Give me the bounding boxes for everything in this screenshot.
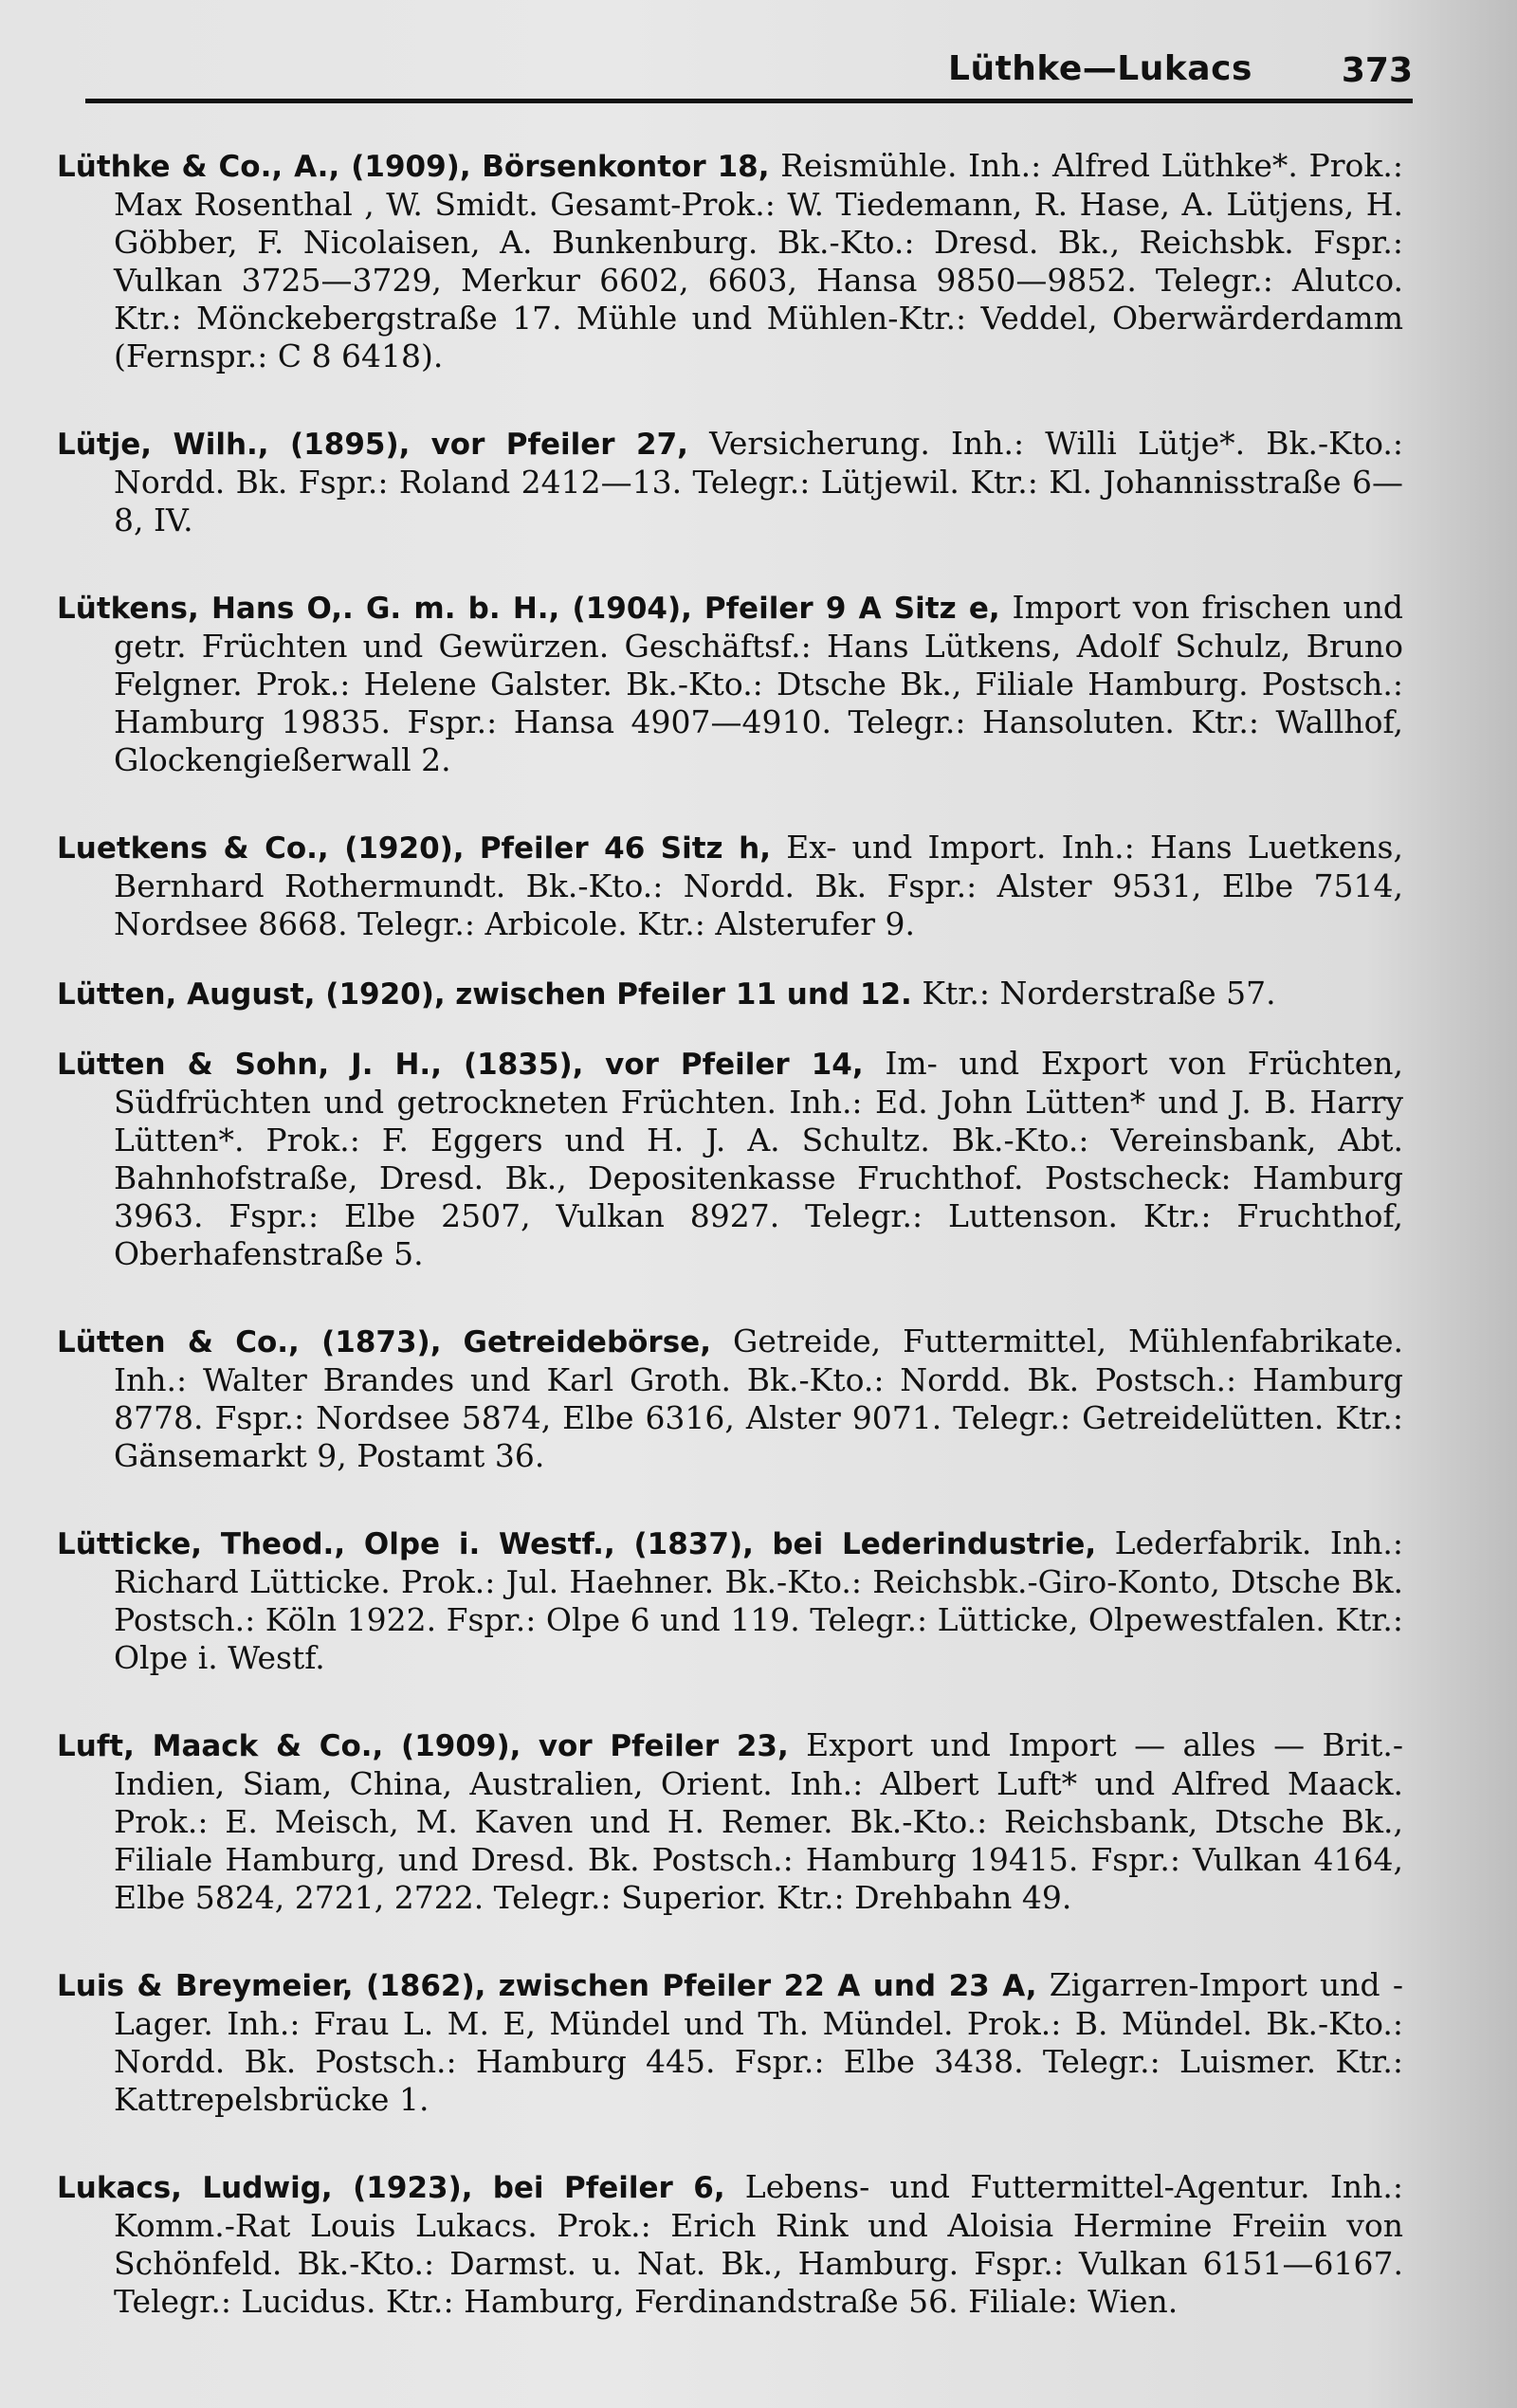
directory-entry xyxy=(57,147,1403,375)
entry-name: Lütticke, Theod., Olpe i. Westf., (1837), xyxy=(57,1527,754,1561)
directory-entry xyxy=(57,1323,1403,1475)
directory-entry xyxy=(57,975,1403,1013)
directory-entry xyxy=(57,829,1403,943)
entry-text: Import von frischen und getr. Früchten und Gewürzen. Geschäftsf.: Hans Lütkens, Adolf Schulz, Bruno Felgner. Prok.: Helene Galster. Bk.-Kto.: Dtsche Bk., Filiale Hamburg. Postsch.: Hamburg 19835. Fspr.: Hansa 4907—4910. Telegr.: Hansoluten. Ktr.: Wallhof, Glockengießerwall 2. xyxy=(114,589,1403,778)
directory-entry xyxy=(57,1045,1403,1273)
directory-entry xyxy=(57,425,1403,539)
directory-entry xyxy=(57,1524,1403,1677)
entry-text: Reismühle. Inh.: Alfred Lüthke*. Prok.: Max Rosenthal , W. Smidt. Gesamt-Prok.: W. Tiedemann, R. Hase, A. Lütjens, H. Göbber, F. Nicolaisen, A. Bunkenburg. Bk.-Kto.: Dresd. Bk., Reichsbk. Fspr.: Vulkan 3725—3729, Merkur 6602, 6603, Hansa 9850—9852. Telegr.: Alutco. Ktr.: Mönckebergstraße 17. Mühle und Mühlen-Ktr.: Veddel, Oberwärderdamm (Fernspr.: C 8 6418). xyxy=(114,147,1403,374)
directory-entry xyxy=(57,589,1403,779)
entry-location: zwischen Pfeiler 11 und 12. xyxy=(455,977,912,1012)
entry-text: Getreide, Futtermittel, Mühlenfabrikate. Inh.: Walter Brandes und Karl Groth. Bk.-Kto.: Nordd. Bk. Postsch.: Hamburg 8778. Fspr.: Nordsee 5874, Elbe 6316, Alster 9071. Telegr.: Getreidelütten. Ktr.: Gänsemarkt 9, Postamt 36. xyxy=(114,1323,1403,1474)
entry-name: Luis & Breymeier, (1862), xyxy=(57,1969,486,2003)
entry-location: Pfeiler 9 A Sitz e, xyxy=(704,592,1000,626)
entry-location: vor Pfeiler 14, xyxy=(605,1048,864,1082)
entry-text: Im- und Export von Früchten, Südfrüchten und getrockneten Früchten. Inh.: Ed. John Lütten* und J. B. Harry Lütten*. Prok.: F. Eggers und H. J. A. Schultz. Bk.-Kto.: Vereinsbank, Abt. Bahnhofstraße, Dresd. Bk., Depositenkasse Fruchthof. Postscheck: Hamburg 3963. Fspr.: Elbe 2507, Vulkan 8927. Telegr.: Luttenson. Ktr.: Fruchthof, Oberhafenstraße 5. xyxy=(114,1045,1403,1272)
entry-location: vor Pfeiler 27, xyxy=(430,428,688,462)
entry-list xyxy=(57,116,1403,2370)
directory-entry xyxy=(57,2168,1403,2321)
page-number: 373 xyxy=(1341,51,1413,90)
running-title: Lüthke—Lukacs xyxy=(948,49,1252,88)
entry-name: Luft, Maack & Co., (1909), xyxy=(57,1729,521,1763)
directory-entry xyxy=(57,1966,1403,2119)
directory-entry xyxy=(57,1726,1403,1917)
entry-name: Lütkens, Hans O,. G. m. b. H., (1904), xyxy=(57,592,692,626)
entry-text: Lebens- und Futtermittel-Agentur. Inh.: Komm.-Rat Louis Lukacs. Prok.: Erich Rink und Aloisia Hermine Freiin von Schönfeld. Bk.-Kto.: Darmst. u. Nat. Bk., Hamburg. Fspr.: Vulkan 6151—6167. Telegr.: Lucidus. Ktr.: Hamburg, Ferdinandstraße 56. Filiale: Wien. xyxy=(114,2168,1403,2320)
entry-location: Börsenkontor 18, xyxy=(482,150,770,184)
entry-location: zwischen Pfeiler 22 A und 23 A, xyxy=(498,1969,1037,2003)
entry-location: bei Lederindustrie, xyxy=(772,1527,1097,1561)
running-header xyxy=(85,40,1413,97)
entry-location: bei Pfeiler 6, xyxy=(492,2171,725,2205)
entry-text: Versicherung. Inh.: Willi Lütje*. Bk.-Kto.: Nordd. Bk. Fspr.: Roland 2412—13. Telegr.: Lütjewil. Ktr.: Kl. Johannisstraße 6—8, IV. xyxy=(114,425,1403,538)
entry-location: Getreidebörse, xyxy=(463,1325,711,1359)
entry-text: Ex- und Import. Inh.: Hans Luetkens, Bernhard Rothermundt. Bk.-Kto.: Nordd. Bk. Fspr.: Alster 9531, Elbe 7514, Nordsee 8668. Telegr.: Arbicole. Ktr.: Alsterufer 9. xyxy=(114,829,1403,942)
entry-name: Lütten & Co., (1873), xyxy=(57,1325,442,1359)
entry-text: Ktr.: Norderstraße 57. xyxy=(922,975,1276,1012)
entry-name: Lütje, Wilh., (1895), xyxy=(57,428,411,462)
entry-name: Lüthke & Co., A., (1909), xyxy=(57,150,471,184)
entry-name: Luetkens & Co., (1920), xyxy=(57,831,465,866)
entry-name: Lukacs, Ludwig, (1923), xyxy=(57,2171,473,2205)
entry-text: Export und Import — alles — Brit.-Indien, Siam, China, Australien, Orient. Inh.: Albert Luft* und Alfred Maack. Prok.: E. Meisch, M. Kaven und H. Remer. Bk.-Kto.: Reichsbank, Dtsche Bk., Filiale Hamburg, und Dresd. Bk. Postsch.: Hamburg 19415. Fspr.: Vulkan 4164, Elbe 5824, 2721, 2722. Telegr.: Superior. Ktr.: Drehbahn 49. xyxy=(114,1726,1403,1916)
entry-name: Lütten & Sohn, J. H., (1835), xyxy=(57,1048,584,1082)
header-rule xyxy=(85,99,1413,103)
entry-text: Lederfabrik. Inh.: Richard Lütticke. Prok.: Jul. Haehner. Bk.-Kto.: Reichsbk.-Giro-Konto, Dtsche Bk. Postsch.: Köln 1922. Fspr.: Olpe 6 und 119. Telegr.: Lütticke, Olpewestfalen. Ktr.: Olpe i. Westf. xyxy=(114,1524,1403,1676)
entry-location: Pfeiler 46 Sitz h, xyxy=(479,831,771,866)
entry-location: vor Pfeiler 23, xyxy=(538,1729,789,1763)
entry-text: Zigarren-Import und -Lager. Inh.: Frau L. M. E, Mündel und Th. Mündel. Prok.: B. Mündel. Bk.-Kto.: Nordd. Bk. Postsch.: Hamburg 445. Fspr.: Elbe 3438. Telegr.: Luismer. Ktr.: Kattrepelsbrücke 1. xyxy=(114,1966,1403,2118)
entry-name: Lütten, August, (1920), xyxy=(57,977,446,1012)
